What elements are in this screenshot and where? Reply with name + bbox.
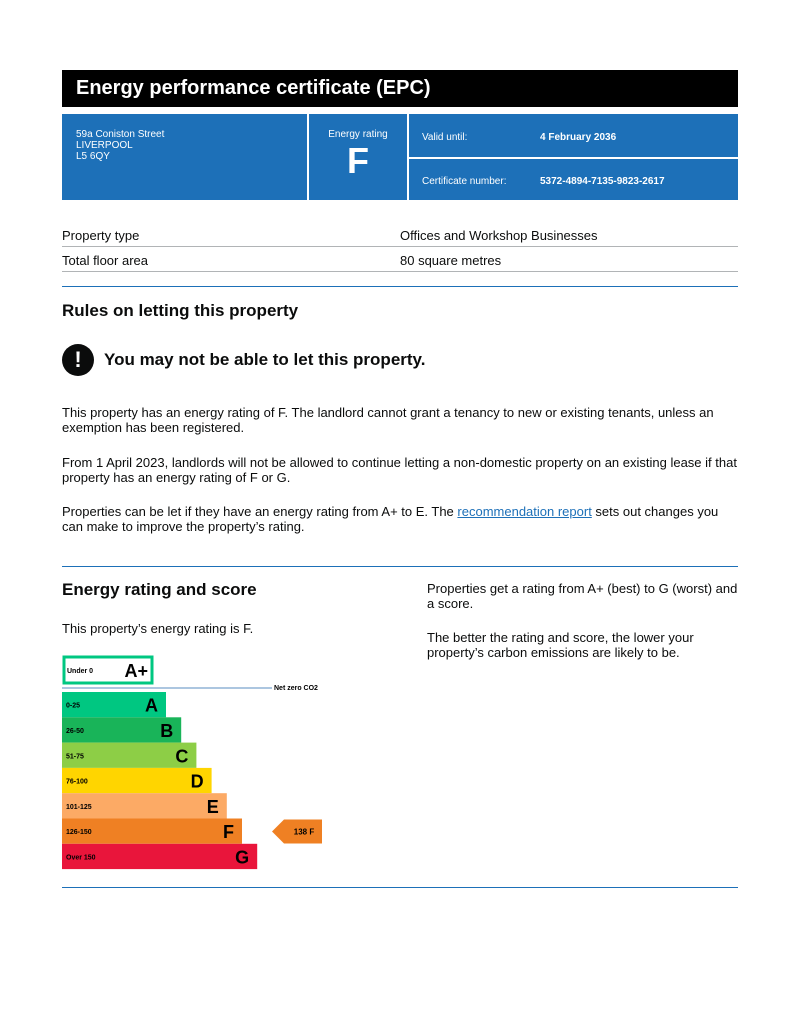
recommendation-report-link[interactable]: recommendation report [457,504,592,519]
paragraph-text: sets out changes you can make to improve the property’s rating. [62,504,719,534]
rating-explanation-1: Properties get a rating from A+ (best) to G (worst) and a score. [427,581,738,611]
band-range-label: 126-150 [66,829,92,837]
address-block [62,114,307,200]
section-divider [62,286,738,287]
band-letter-label: A [145,695,158,716]
certificate-number-row [409,159,738,200]
current-rating-label: 138 F [293,827,315,837]
energy-rating-heading: Energy rating and score [62,580,257,599]
rating-statement: This property’s energy rating is F. [62,621,254,636]
valid-until-label: Valid until: [422,132,468,143]
page-title: Energy performance certificate (EPC) [62,70,738,107]
address-postcode: L5 6QY [76,151,110,162]
paragraph-text: Properties can be let if they have an energy rating from A+ to E. The [62,504,458,519]
property-type-label: Property type [62,228,140,243]
certificate-summary-panel [62,114,738,200]
letting-paragraph-3 [62,504,738,534]
band-letter-label: C [175,746,189,767]
energy-rating-box [309,114,407,200]
property-type-value: Offices and Workshop Businesses [400,228,598,243]
valid-until-value: 4 February 2036 [540,132,617,143]
band-letter-label: E [206,796,219,817]
band-range-label: 0-25 [66,702,81,710]
letting-rules-heading: Rules on letting this property [62,301,299,320]
band-range-label: 26-50 [66,727,84,735]
warning-text: You may not be able to let this property. [104,350,426,369]
certificate-number-label: Certificate number: [422,176,507,187]
net-zero-label: Net zero CO2 [274,685,318,692]
band-range-label: 51-75 [66,753,84,761]
floor-area-label: Total floor area [62,253,148,268]
letting-paragraph-1: This property has an energy rating of F. The landlord cannot grant a tenancy to new or existing tenants, unless an exemption has been registered. [62,405,714,435]
band-range-label: Over 150 [66,854,96,862]
band-letter-label: G [235,847,250,868]
letting-paragraph-2: From 1 April 2023, landlords will not be allowed to continue letting a non-domestic property on an existing lease if that property has an energy rating of F or G. [62,455,737,485]
band-letter-label: A+ [124,661,148,681]
table-row [62,247,738,272]
floor-area-value: 80 square metres [400,253,502,268]
band-range-label: 101-125 [66,803,92,811]
band-range-label: Under 0 [67,668,94,675]
energy-rating-chart [62,655,342,875]
section-divider [62,887,738,888]
section-divider [62,566,738,567]
address-line-2: LIVERPOOL [76,140,133,151]
energy-rating-letter: F [347,140,369,181]
band-letter-label: B [160,720,174,741]
energy-rating-label: Energy rating [328,129,388,140]
property-details-table [62,222,738,272]
certificate-number-value: 5372-4894-7135-9823-2617 [540,176,665,187]
table-row [62,222,738,247]
rating-explanation-2: The better the rating and score, the lower your property’s carbon emissions are likely to be. [427,630,694,660]
band-letter-label: F [223,822,234,843]
address-line-1: 59a Coniston Street [76,129,165,140]
band-range-label: 76-100 [66,778,88,786]
exclamation-icon: ! [62,344,94,376]
valid-until-row [409,114,738,157]
band-letter-label: D [190,771,204,792]
